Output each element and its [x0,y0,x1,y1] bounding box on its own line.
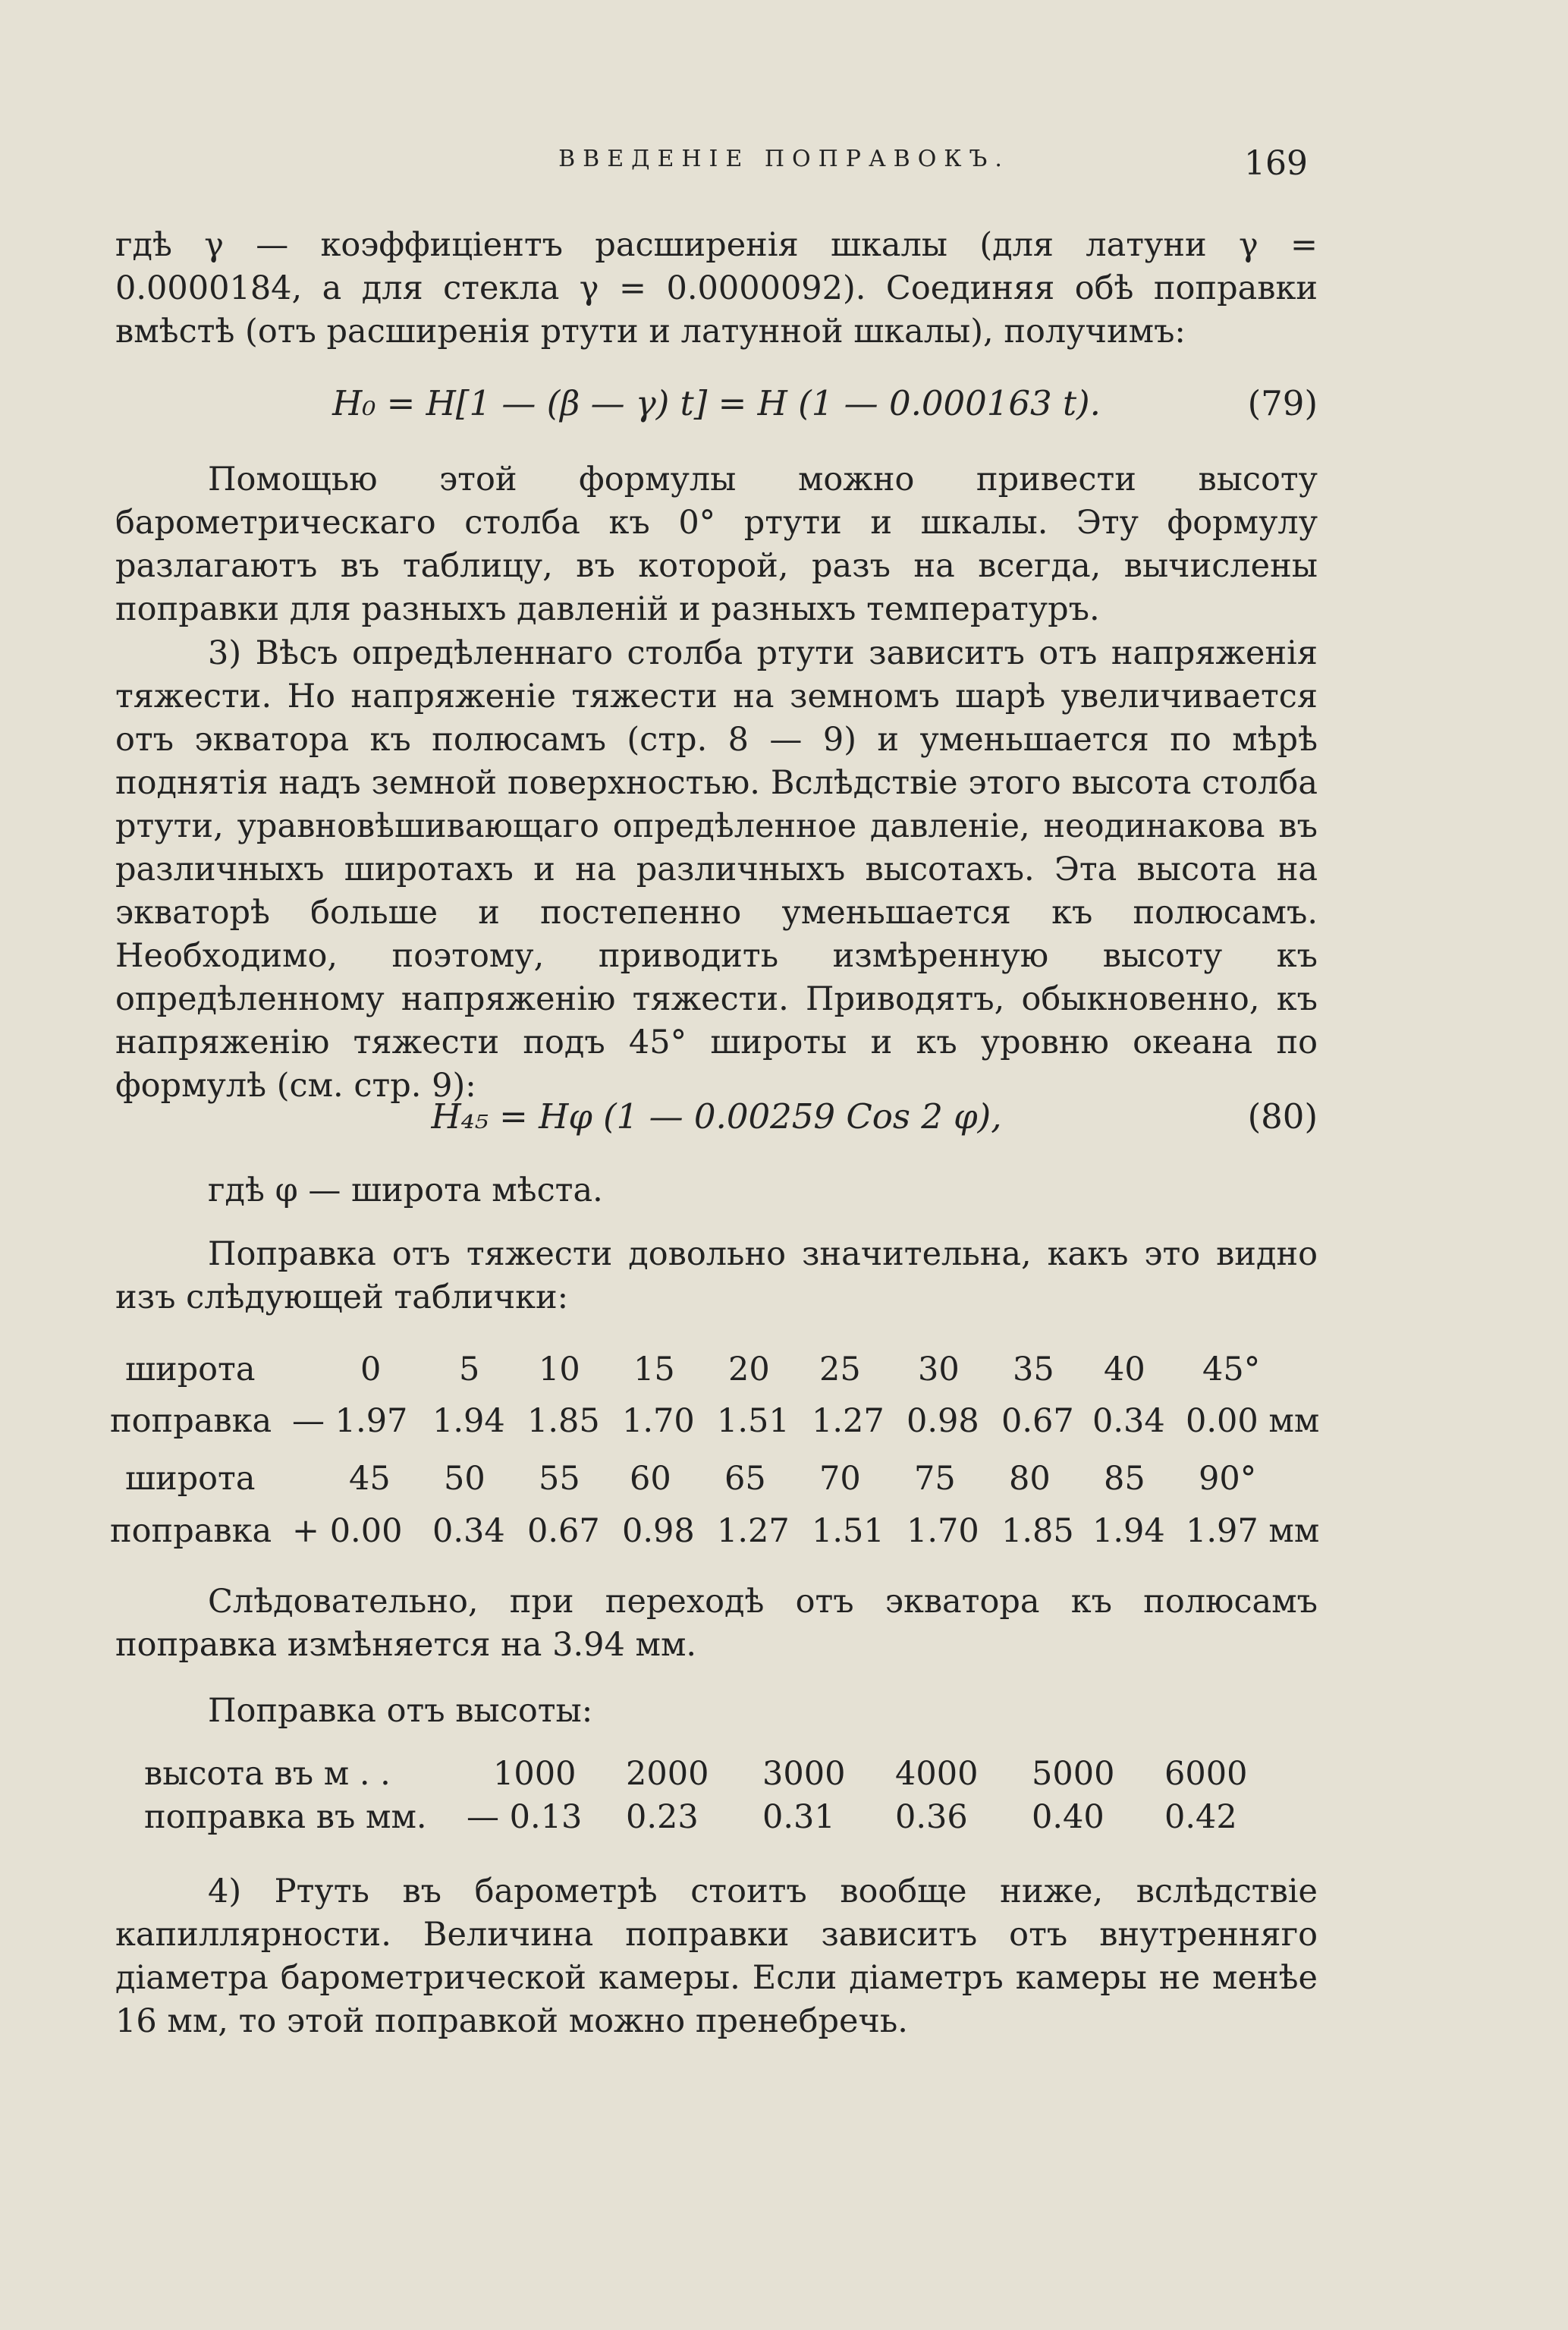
table-cell: 0.40 [1032,1798,1105,1836]
table-cell: 60 [630,1460,671,1498]
table-cell: 1.70 [622,1402,695,1440]
table-cell: 90° [1199,1460,1257,1498]
table-cell: 15 [633,1351,675,1388]
table-cell: 1.85 [527,1402,600,1440]
table-cell: 0.34 [432,1512,505,1550]
table-cell: 0.23 [626,1798,699,1836]
table-cell: 1.97 мм [1186,1512,1320,1550]
table-cell: 1.85 [1001,1512,1074,1550]
formula-79-number: (79) [1247,383,1318,423]
table-cell: 10 [539,1351,580,1388]
table-cell: 1.27 [717,1512,790,1550]
table-cell: 75 [914,1460,956,1498]
paragraph-formula-usage: Помощью этой формулы можно привести высоту барометрическаго столба къ 0° ртути и шкалы. Эту формулу разлагаютъ въ таблицу, въ которой, разъ на всегда, вычислены поправки для разныхъ давленій и разныхъ температуръ. [115,461,1318,628]
table-cell: 25 [819,1351,861,1388]
paragraph-gravity-correction: 3) Вѣсъ опредѣленнаго столба ртути зависитъ отъ напряженія тяжести. Но напряженіе тяжести на земномъ шарѣ увеличивается отъ экватора къ полюсамъ (стр. 8 — 9) и уменьшается по мѣрѣ поднятія надъ земной поверхностью. Вслѣдствіе этого высота столба ртути, уравновѣшивающаго опредѣленное давленіе, неодинакова въ различныхъ широтахъ и на различныхъ высотахъ. Эта высота на экваторѣ больше и постепенно уменьшается къ полюсамъ. Необходимо, поэтому, приводить измѣренную высоту къ опредѣленному напряженію тяжести. Приводятъ, обыкновенно, къ напряженію тяжести подъ 45° широты и къ уровню океана по формулѣ (см. стр. 9): [115,634,1318,1105]
table-cell: + 0.00 [292,1512,403,1550]
table-cell: 70 [819,1460,861,1498]
table-cell: 5 [459,1351,480,1388]
table-cell: — 0.13 [467,1798,583,1836]
table-cell: 0.34 [1092,1402,1165,1440]
table-cell: 45° [1202,1351,1261,1388]
paragraph-capillarity: 4) Ртуть въ барометрѣ стоитъ вообще ниже, вслѣдствіе капиллярности. Величина поправки зависитъ отъ внутренняго діаметра барометрической камеры. Если діаметръ камеры не менѣе 16 мм, то этой поправкой можно пренебречь. [115,1872,1318,2040]
formula-79-expression: H₀ = H[1 — (β — γ) t] = H (1 — 0.000163 t). [332,383,1101,423]
table-cell: 55 [539,1460,580,1498]
table-cell: 1.94 [1092,1512,1165,1550]
altitude-table-row [144,1796,1282,1839]
table-cell: 30 [918,1351,960,1388]
table-cell: 0.98 [622,1512,695,1550]
table-cell: 0.67 [527,1512,600,1550]
table-cell: 2000 [626,1755,709,1793]
table-cell: 0.98 [907,1402,979,1440]
gravity-table-row [110,1510,1324,1553]
formula-80-expression: H₄₅ = Hφ (1 — 0.00259 Cos 2 φ), [431,1096,1002,1137]
paragraph-expansion-coefficient: гдѣ γ — коэффиціентъ расширенія шкалы (для латуни γ = 0.0000184, а для стекла γ = 0.0000092). Соединяя обѣ поправки вмѣстѣ (отъ расширенія ртути и латунной шкалы), получимъ: [115,226,1318,351]
table-cell: 1.94 [432,1402,505,1440]
running-header: ВВЕДЕНІЕ ПОПРАВОКЪ. [558,146,1010,172]
paragraph-altitude-intro: Поправка отъ высоты: [208,1692,593,1730]
table-row-label: высота въ м . . [144,1755,391,1793]
table-cell: 3000 [762,1755,846,1793]
paragraph-table-intro: Поправка отъ тяжести довольно значительна, какъ это видно изъ слѣдующей таблички: [115,1235,1318,1316]
table-cell: 0 [360,1351,382,1388]
table-row-label: широта [125,1460,256,1498]
table-row-label: широта [125,1351,256,1388]
table-cell: 5000 [1032,1755,1115,1793]
table-cell: 45 [349,1460,391,1498]
table-cell: 0.42 [1164,1798,1237,1836]
table-cell: 85 [1104,1460,1145,1498]
table-cell: 35 [1013,1351,1054,1388]
table-cell: 1000 [493,1755,577,1793]
table-cell: 65 [724,1460,766,1498]
table-cell: 1.51 [717,1402,790,1440]
table-cell: 0.36 [895,1798,968,1836]
table-row-label: поправка [110,1512,272,1550]
table-cell: 1.27 [812,1402,885,1440]
gravity-table-row [110,1400,1324,1443]
table-row-label: поправка [110,1402,272,1440]
table-cell: 0.31 [762,1798,835,1836]
table-row-label: поправка въ мм. [144,1798,427,1836]
table-cell: 0.67 [1001,1402,1074,1440]
table-cell: 6000 [1164,1755,1248,1793]
table-cell: 1.70 [907,1512,979,1550]
paragraph-phi-definition: гдѣ φ — широта мѣста. [208,1171,603,1209]
gravity-table-row [110,1457,1324,1501]
formula-80-number: (80) [1247,1096,1318,1137]
page-number: 169 [1244,144,1308,183]
table-cell: 20 [728,1351,770,1388]
paragraph-gravity-conclusion: Слѣдовательно, при переходѣ отъ экватора къ полюсамъ поправка измѣняется на 3.94 мм. [115,1583,1318,1664]
table-cell: 0.00 мм [1186,1402,1320,1440]
table-cell: — 1.97 [292,1402,408,1440]
table-cell: 50 [444,1460,485,1498]
table-cell: 80 [1009,1460,1051,1498]
table-cell: 4000 [895,1755,979,1793]
gravity-table-row [110,1348,1324,1391]
altitude-table-row [144,1753,1282,1796]
table-cell: 40 [1104,1351,1145,1388]
table-cell: 1.51 [812,1512,885,1550]
